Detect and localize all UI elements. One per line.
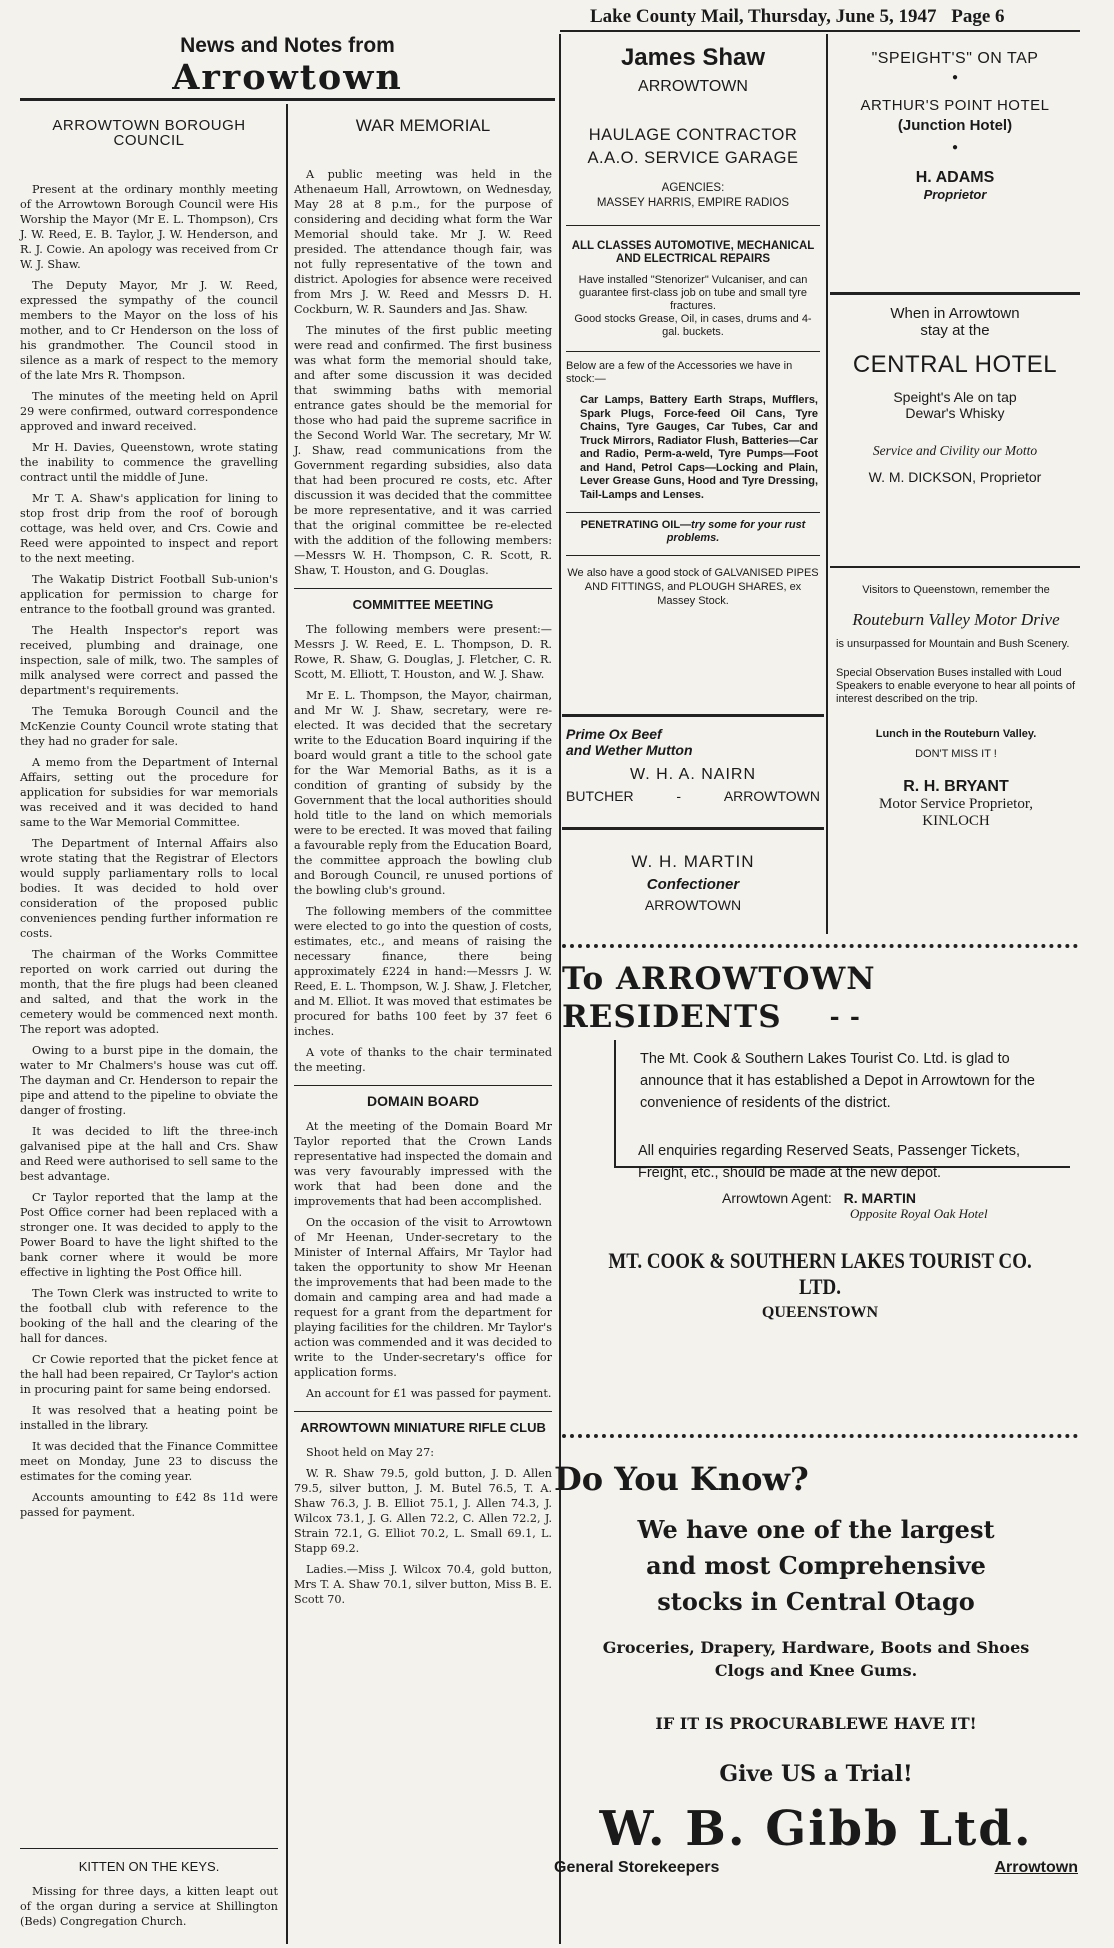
committee-paragraph: Mr E. L. Thompson, the Mayor, chairman, and Mr W. J. Shaw, secretary, were re-elected. It was decided that the secretary write to the Education Board inquiring if the board would grant a title to the school gate for the War Memorial Baths, as it is a condition of granting of subsidy by the Government that the local authorities should hold title to the land on which memorials were to be erected. It was moved that failing a favourable reply from the Education Board, the committee approach the bowling club and Borough Council, re unused portions of the bowling club's ground.: [294, 689, 552, 897]
column-divider-3: [826, 34, 828, 934]
council-paragraph: It was resolved that a heating point be installed in the library.: [20, 1404, 278, 1432]
tourist-head2: RESIDENTS: [562, 999, 782, 1035]
junction-hotel: (Junction Hotel): [897, 117, 1013, 134]
council-heading: ARROWTOWN BOROUGH COUNCIL: [52, 117, 246, 149]
martin-name: W. H. MARTIN: [631, 852, 755, 871]
war-memorial-paragraph: A public meeting was held in the Athenaeum Hall, Arrowtown, on Wednesday, May 28 at 8 p.m., for the purpose of considering and deciding what form the War Memorial should take. Mr J. W. Reed presided. The attendance though fair, was not fully representative of the town and district. Apologies for absence were received from Mrs J. W. Reed and Messrs D. H. Cockburn, W. R. Saunders and Jas. Shaw.: [294, 168, 552, 316]
domain-rule: [294, 1085, 552, 1086]
committee-paragraph: A vote of thanks to the chair terminated the meeting.: [294, 1046, 552, 1074]
tourist-dashes: - -: [829, 1002, 861, 1031]
shaw-divider: [566, 351, 820, 352]
gibb-name: W. B. Gibb Ltd.: [599, 1801, 1033, 1857]
rifle-paragraph: W. R. Shaw 79.5, gold button, J. D. Allen 79.5, silver button, J. M. Butel 76.5, T. A. Shaw 76.3, J. B. Elliot 75.1, J. Allen 74.3, J. Wilcox 73.1, J. G. Allen 72.2, C. Allen 72.2, J. Strain 72.1, G. Elliot 70.2, L. Small 69.1, L. Stapp 69.2.: [294, 1467, 552, 1555]
shaw-name: James Shaw: [620, 44, 766, 71]
shaw-accessories-list: Car Lamps, Battery Earth Straps, Mufflers, Spark Plugs, Force-feed Oil Cans, Tyre Chains, Tyre Gauges, Car Tubes, Car and Truck Mirrors, Radiator Flush, Batteries—Car and Radio, Perm-a-weld, Tyre Pumps—Foot and Hand, Petrol Caps—Locking and Plain, Lever Grease Guns, Hood and Tyre Dressing, Tail-Lamps and Lenses.: [580, 394, 818, 501]
war-memorial-paragraph: The minutes of the first public meeting were read and confirmed. The first business was what form the memorial should take, and after some discussion it was decided that swimming baths with memorial entrance gates should be the memorial for those who had paid the supreme sacrifice in the Second World War. The secretary, Mr W. J. Shaw, read communications from the Government regarding subsidies, also data that had been procured re costs, etc. After discussion it was decided that the committee be more representative, and it was carried that the original committee be re-elected with the addition of the following members:—Messrs W. H. Thompson, C. R. Scott, R. Shaw, T. Houston, and G. Douglas.: [294, 324, 552, 577]
shaw-agencies-label: AGENCIES:: [661, 182, 725, 194]
council-article: [20, 118, 278, 1526]
bullet-icon: ●: [951, 72, 959, 83]
nairn-name: W. H. A. NAIRN: [629, 766, 756, 783]
gibb-trade: General Storekeepers: [554, 1859, 720, 1876]
shaw-divider: [566, 512, 820, 513]
council-paragraph: It was decided that the Finance Committee meet on Monday, June 23 to discuss the estimates for the coming year.: [20, 1440, 278, 1483]
central-bottom-rule: [830, 566, 1080, 568]
gibb-procurable: IF IT IS PROCURABLEWE HAVE IT!: [655, 1714, 977, 1733]
shaw-oil-text: try some for your rust problems.: [666, 519, 806, 544]
tourist-agent-label: Arrowtown Agent:: [722, 1190, 832, 1206]
section-heading-line1: News and Notes from: [180, 34, 395, 57]
masthead: [590, 6, 1080, 32]
shaw-vulcaniser: Have installed "Stenorizer" Vulcaniser, and can guarantee first-class job on tube and small tyre fractures.: [578, 274, 808, 312]
committee-paragraph: The following members of the committee were elected to go into the question of costs, estimates, etc., and means of raising the necessary finance, there being approximately £224 in hand:—Messrs J. W. Reed, E. L. Thompson, W. J. Shaw, J. Fletcher, and M. Elliot. It was moved that estimates be procured for baths 100 feet by 37 feet 6 inches.: [294, 905, 552, 1038]
gibb-trial: Give US a Trial!: [719, 1761, 913, 1787]
nairn-line1: Prime Ox Beef: [566, 726, 662, 742]
shaw-agencies: MASSEY HARRIS, EMPIRE RADIOS: [596, 197, 790, 209]
war-memorial-column: [294, 118, 552, 1613]
committee-heading: COMMITTEE MEETING: [352, 597, 494, 612]
tourist-agent-row: [722, 1190, 1078, 1206]
speights-bottom-rule: [830, 292, 1080, 295]
column-divider-1: [286, 104, 288, 1944]
council-paragraph: The Department of Internal Affairs also wrote stating that the Registrar of Electors would supply parliamentary rolls to local bodies. It was decided to hold over consideration of the proposed public conveniences pending further information re costs.: [20, 837, 278, 940]
gibb-line1: We have one of the largest: [637, 1515, 995, 1544]
tourist-head1: To ARROWTOWN: [562, 961, 876, 997]
council-paragraph: Present at the ordinary monthly meeting of the Arrowtown Borough Council were His Worship the Mayor (Mr E. L. Thompson), Crs J. W. Reed, E. B. Taylor, J. W. Henderson, and R. J. Cowie. An apology was received from Cr W. J. Shaw.: [20, 183, 278, 271]
section-heading-rule: [20, 98, 555, 101]
shaw-haulage: HAULAGE CONTRACTOR: [588, 126, 798, 144]
section-heading: [20, 34, 555, 98]
shaw-oil: [566, 519, 820, 545]
central-line2: stay at the: [920, 322, 990, 339]
tourist-para2: All enquiries regarding Reserved Seats, Passenger Tickets, Freight, etc., should be made at the new depot.: [638, 1143, 1021, 1181]
shaw-town: ARROWTOWN: [638, 78, 748, 95]
routeburn-buses: Special Observation Buses installed with Loud Speakers to enable everyone to hear all points of interest described on the trip.: [836, 667, 1076, 705]
bryant-town: KINLOCH: [922, 813, 990, 829]
rifle-paragraph: Shoot held on May 27:: [306, 1446, 435, 1459]
kitten-article: [20, 1848, 278, 1935]
tourist-town: QUEENSTOWN: [761, 1304, 879, 1321]
dotted-separator: [562, 1434, 1078, 1438]
shaw-oil-label: PENETRATING OIL—: [580, 519, 692, 531]
council-paragraph: The Wakatip District Football Sub-union's application for permission to charge for entrance to the football ground was granted.: [20, 573, 278, 616]
kitten-paragraph: Missing for three days, a kitten leapt out of the organ during a service at Shillington (Beds) Congregation Church.: [20, 1885, 278, 1928]
shaw-garage: A.A.O. SERVICE GARAGE: [587, 149, 799, 167]
central-hotel-name: CENTRAL HOTEL: [852, 351, 1058, 378]
tourist-company: MT. COOK & SOUTHERN LAKES TOURIST CO. LTD.: [608, 1248, 1032, 1299]
routeburn-intro: Visitors to Queenstown, remember the: [862, 584, 1050, 596]
domain-paragraph: An account for £1 was passed for payment.: [306, 1387, 552, 1400]
council-paragraph: The Town Clerk was instructed to write to the football club with reference to the booking of the hall and the clearing of the hall for dances.: [20, 1287, 278, 1345]
war-memorial-heading: WAR MEMORIAL: [355, 116, 491, 135]
kitten-heading: KITTEN ON THE KEYS.: [78, 1859, 220, 1874]
shaw-pipes: We also have a good stock of GALVANISED PIPES AND FITTINGS, and PLOUGH SHARES, ex Massey Stock.: [567, 567, 819, 607]
committee-rule: [294, 588, 552, 589]
routeburn-miss: DON'T MISS IT !: [915, 748, 997, 760]
nairn-line2: and Wether Mutton: [566, 742, 693, 758]
martin-trade: Confectioner: [646, 876, 740, 893]
nairn-trade: BUTCHER: [566, 788, 634, 804]
page-number: Page 6: [951, 6, 1005, 27]
gibb-line2: and most Comprehensive: [646, 1551, 986, 1580]
routeburn-desc: is unsurpassed for Mountain and Bush Scenery.: [836, 638, 1070, 650]
council-paragraph: The minutes of the meeting held on April 29 were confirmed, outward correspondence approved and inward received.: [20, 390, 278, 433]
domain-paragraph: On the occasion of the visit to Arrowtown of Mr Heenan, Under-secretary to the Minister of Internal Affairs, Mr Taylor had taken the opportunity to show Mr Heenan the improvements that had been made to the domain and camping area and had made a request for a grant from the department for playing facilities for the children. Mr Taylor's action was commended and it was decided to write to the Under-secretary's office for application forms.: [294, 1216, 552, 1379]
bullet-icon: ●: [951, 142, 959, 153]
gibb-goods2: Clogs and Knee Gums.: [714, 1661, 918, 1680]
domain-heading: DOMAIN BOARD: [367, 1093, 479, 1109]
section-heading-line2: Arrowtown: [172, 57, 403, 98]
rifle-heading: ARROWTOWN MINIATURE RIFLE CLUB: [300, 1420, 546, 1435]
committee-paragraph: The following members were present:—Messrs J. W. Reed, E. L. Thompson, D. R. Rowe, R. Shaw, G. Douglas, J. Fletcher, C. R. Scott, M. Elliott, T. Houston, and W. J. Shaw.: [294, 623, 552, 681]
nairn-sep: -: [676, 788, 682, 804]
james-shaw-ad: [566, 44, 820, 608]
shaw-repairs: ALL CLASSES AUTOMOTIVE, MECHANICAL AND ELECTRICAL REPAIRS: [571, 240, 815, 265]
council-paragraph: Cr Taylor reported that the lamp at the Post Office corner had been replaced with a stronger one. It was decided to apply to the Power Board to have the light shifted to the bank corner where it would be more effective in lighting the Post Office hill.: [20, 1191, 278, 1279]
tourist-co-ad: [562, 960, 1078, 1322]
council-paragraph: Cr Cowie reported that the picket fence at the hall had been repaired, Cr Taylor's action in procuring paint for same being endorsed.: [20, 1353, 278, 1396]
nairn-ad: [566, 726, 820, 804]
issue-date: June 5, 1947: [835, 6, 937, 27]
shaw-divider: [566, 225, 820, 226]
gibb-footer: [554, 1859, 1078, 1877]
adams-name: H. ADAMS: [915, 169, 995, 186]
council-paragraph: The chairman of the Works Committee reported on work carried out during the month, that the fire plugs had been cleaned and salted, and that the work in the cemetery would be commenced next month. The report was adopted.: [20, 948, 278, 1036]
nairn-bottom-rule: [562, 827, 824, 830]
speights-title: "SPEIGHT'S" ON TAP: [871, 50, 1039, 67]
tourist-agent-loc: Opposite Royal Oak Hotel: [850, 1206, 988, 1221]
council-paragraph: Mr H. Davies, Queenstown, wrote stating the inability to commence the gravelling contract until the middle of June.: [20, 441, 278, 484]
kitten-rule: [20, 1848, 278, 1849]
shaw-stocks: Good stocks Grease, Oil, in cases, drums and 4-gal. buckets.: [574, 313, 812, 338]
council-paragraph: Owing to a burst pipe in the domain, the water to Mr Chalmers's house was cut off. The dayman and Cr. Henderson to repair the pipe and attend to the pipeline to obviate the danger of frosting.: [20, 1044, 278, 1117]
gibb-goods1: Groceries, Drapery, Hardware, Boots and Shoes: [602, 1638, 1030, 1657]
routeburn-lunch: Lunch in the Routeburn Valley.: [875, 728, 1037, 740]
central-ale: Speight's Ale on tap: [893, 389, 1017, 405]
speights-ad: [832, 50, 1078, 202]
paper-title: Lake County Mail, Thursday,: [590, 6, 831, 27]
domain-paragraph: At the meeting of the Domain Board Mr Taylor reported that the Crown Lands representative had inspected the domain and was very favourably impressed with the work that had been done and the improvements that had been accomplished.: [294, 1120, 552, 1208]
gibb-town: Arrowtown: [994, 1859, 1078, 1876]
central-line1: When in Arrowtown: [890, 305, 1020, 322]
tourist-agent: R. MARTIN: [843, 1190, 916, 1206]
rifle-paragraph: Ladies.—Miss J. Wilcox 70.4, gold button, Mrs T. A. Shaw 70.1, silver button, Miss B. E. Scott 70.: [294, 1563, 552, 1606]
central-motto: Service and Civility our Motto: [872, 443, 1038, 458]
arthurs-point-hotel: ARTHUR'S POINT HOTEL: [860, 97, 1050, 114]
tourist-head2-row: [562, 998, 1078, 1036]
masthead-rule: [560, 30, 1080, 32]
tourist-para1: The Mt. Cook & Southern Lakes Tourist Co. Ltd. is glad to announce that it has established a Depot in Arrowtown for the convenience of residents of the district.: [640, 1051, 1035, 1111]
council-paragraph: Accounts amounting to £42 8s 11d were passed for payment.: [20, 1491, 278, 1519]
shaw-divider: [566, 555, 820, 556]
routeburn-title: Routeburn Valley Motor Drive: [852, 610, 1060, 629]
council-paragraph: It was decided to lift the three-inch galvanised pipe at the hall and Crs. Shaw and Reed were authorised to sell same to the best advantage.: [20, 1125, 278, 1183]
martin-town: ARROWTOWN: [644, 897, 742, 913]
central-whisky: Dewar's Whisky: [905, 405, 1005, 421]
dotted-separator: [562, 944, 1078, 948]
central-proprietor: W. M. DICKSON, Proprietor: [868, 469, 1042, 485]
council-paragraph: The Health Inspector's report was received, plumbing and drainage, one inspection, sale of milk, two. The samples of milk analysed were correct and passed the department's requirements.: [20, 624, 278, 697]
routeburn-ad: [836, 584, 1076, 830]
martin-ad: [566, 852, 820, 913]
adams-role: Proprietor: [923, 187, 987, 202]
nairn-trade-row: [566, 788, 820, 804]
council-paragraph: A memo from the Department of Internal Affairs, setting out the procedure for application for subsidies for war memorials was received and it was decided to hand same to the War Memorial Committee.: [20, 756, 278, 829]
council-paragraph: The Temuka Borough Council and the McKenzie County Council wrote stating that they had no grader for sale.: [20, 705, 278, 748]
gibb-ad: [554, 1460, 1078, 1877]
central-hotel-ad: [832, 305, 1078, 485]
rifle-rule: [294, 1411, 552, 1412]
council-paragraph: Mr T. A. Shaw's application for lining to stop frost drip from the roof of borough cottage, was held over, and Crs. Cowie and Reed were appointed to inspect and report to the next meeting.: [20, 492, 278, 565]
nairn-town: ARROWTOWN: [723, 788, 820, 804]
bryant-role: Motor Service Proprietor,: [879, 796, 1033, 812]
bryant-name: R. H. BRYANT: [903, 778, 1009, 795]
shaw-bottom-rule: [562, 714, 824, 717]
gibb-line3: stocks in Central Otago: [657, 1587, 975, 1616]
gibb-head: Do You Know?: [554, 1460, 809, 1498]
council-paragraph: The Deputy Mayor, Mr J. W. Reed, expressed the sympathy of the council members to the Mayor on the loss of his mother, and to Cr Henderson on the loss of his grandmother. The Council stood in silence as a mark of respect to the memory of the late Mrs R. Thompson.: [20, 279, 278, 382]
shaw-accessories-intro: Below are a few of the Accessories we have in stock:—: [566, 360, 793, 385]
